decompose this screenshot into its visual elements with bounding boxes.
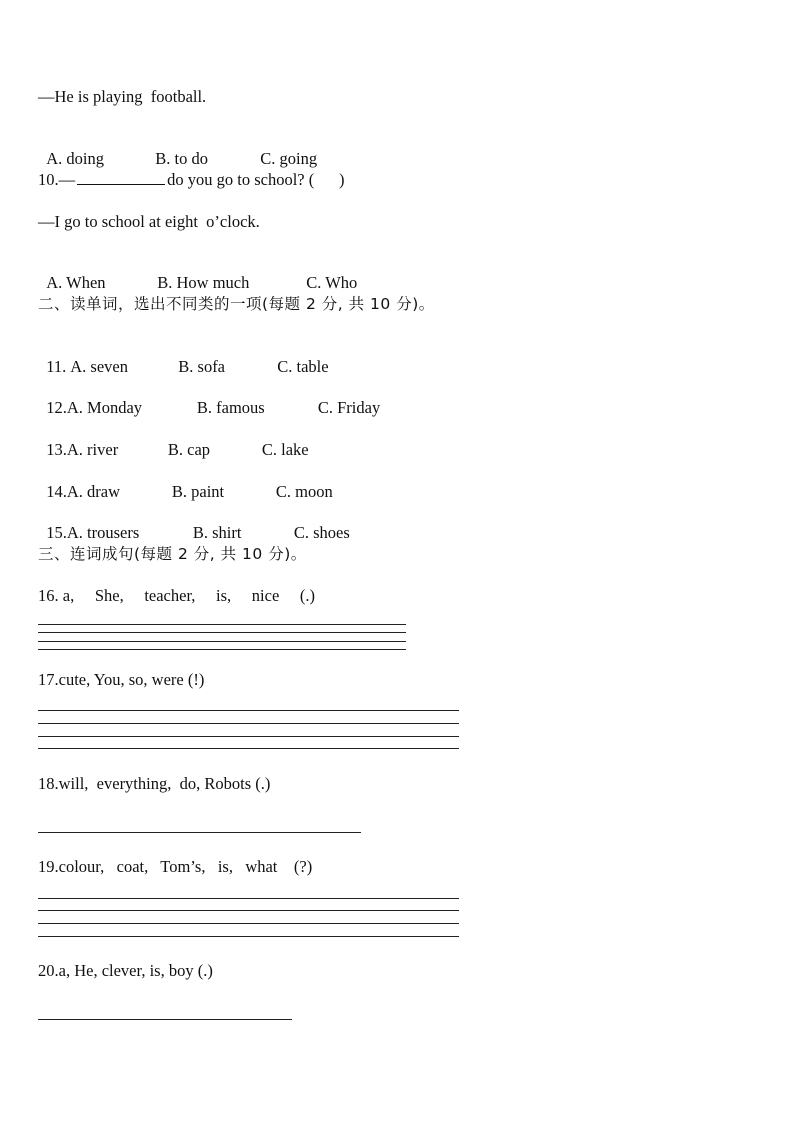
- q13-number: 13.: [46, 440, 67, 459]
- q14-number: 14.: [46, 482, 67, 501]
- q15-option-a: A. trousers: [66, 523, 140, 542]
- q13-option-b: B. cap: [167, 440, 211, 459]
- q19-writing-line[interactable]: [38, 898, 459, 899]
- q9-answer: —He is playing football.: [38, 87, 207, 106]
- q17-writing-line[interactable]: [38, 748, 459, 749]
- q16-writing-line[interactable]: [38, 649, 406, 650]
- q9-option-a: A. doing: [46, 149, 104, 168]
- q10-prefix: 10.—: [38, 170, 76, 189]
- q10-answer: —I go to school at eight o’clock.: [38, 212, 260, 231]
- q20-prompt: 20.a, He, clever, is, boy (.): [38, 961, 213, 980]
- q15-number: 15.: [46, 523, 67, 542]
- q16-writing-line[interactable]: [38, 624, 406, 625]
- q14: [38, 462, 333, 502]
- q13-option-c: C. lake: [261, 440, 309, 459]
- q11-option-b: B. sofa: [178, 357, 226, 376]
- q19-prompt: 19.colour, coat, Tom’s, is, what (?): [38, 857, 313, 876]
- section3-heading: 三、连词成句(每题 2 分, 共 10 分)。: [38, 545, 307, 563]
- q12-number: 12.: [46, 398, 67, 417]
- q11: [38, 337, 329, 377]
- q10-question: [38, 170, 344, 190]
- q9-options: [38, 129, 317, 169]
- q15-option-b: B. shirt: [192, 523, 242, 542]
- q16-writing-line[interactable]: [38, 641, 406, 642]
- q10-option-c: C. Who: [306, 273, 358, 292]
- q17-writing-line[interactable]: [38, 736, 459, 737]
- q20-writing-line[interactable]: [38, 1019, 292, 1020]
- q9-option-b: B. to do: [155, 149, 208, 168]
- q19-writing-line[interactable]: [38, 923, 459, 924]
- q19-writing-line[interactable]: [38, 910, 459, 911]
- q13: [38, 420, 309, 460]
- q10-option-a: A. When: [46, 273, 106, 292]
- q14-option-c: C. moon: [275, 482, 333, 501]
- q11-option-c: C. table: [277, 357, 329, 376]
- q9-option-c: C. going: [260, 149, 318, 168]
- section2-heading: 二、读单词，选出不同类的一项(每题 2 分, 共 10 分)。: [38, 295, 435, 313]
- q16-writing-line[interactable]: [38, 632, 406, 633]
- q10-option-b: B. How much: [157, 273, 250, 292]
- q18-prompt: 18.will, everything, do, Robots (.): [38, 774, 271, 793]
- q12: [38, 378, 380, 418]
- q14-option-b: B. paint: [171, 482, 225, 501]
- q17-writing-line[interactable]: [38, 723, 459, 724]
- q10-suffix: do you go to school? ( ): [167, 170, 345, 189]
- q10-options: [38, 253, 357, 293]
- q17-writing-line[interactable]: [38, 710, 459, 711]
- q14-option-a: A. draw: [66, 482, 121, 501]
- q18-writing-line[interactable]: [38, 832, 361, 833]
- q11-number: 11.: [46, 357, 67, 376]
- q17-prompt: 17.cute, You, so, were (!): [38, 670, 205, 689]
- q15: [38, 503, 350, 543]
- q12-option-c: C. Friday: [317, 398, 381, 417]
- q12-option-a: A. Monday: [66, 398, 143, 417]
- q19-writing-line[interactable]: [38, 936, 459, 937]
- q16-prompt: 16. a, She, teacher, is, nice (.): [38, 586, 316, 605]
- q13-option-a: A. river: [66, 440, 119, 459]
- q10-blank: [77, 170, 165, 185]
- q12-option-b: B. famous: [196, 398, 265, 417]
- q11-option-a: A. seven: [70, 357, 128, 376]
- q15-option-c: C. shoes: [293, 523, 350, 542]
